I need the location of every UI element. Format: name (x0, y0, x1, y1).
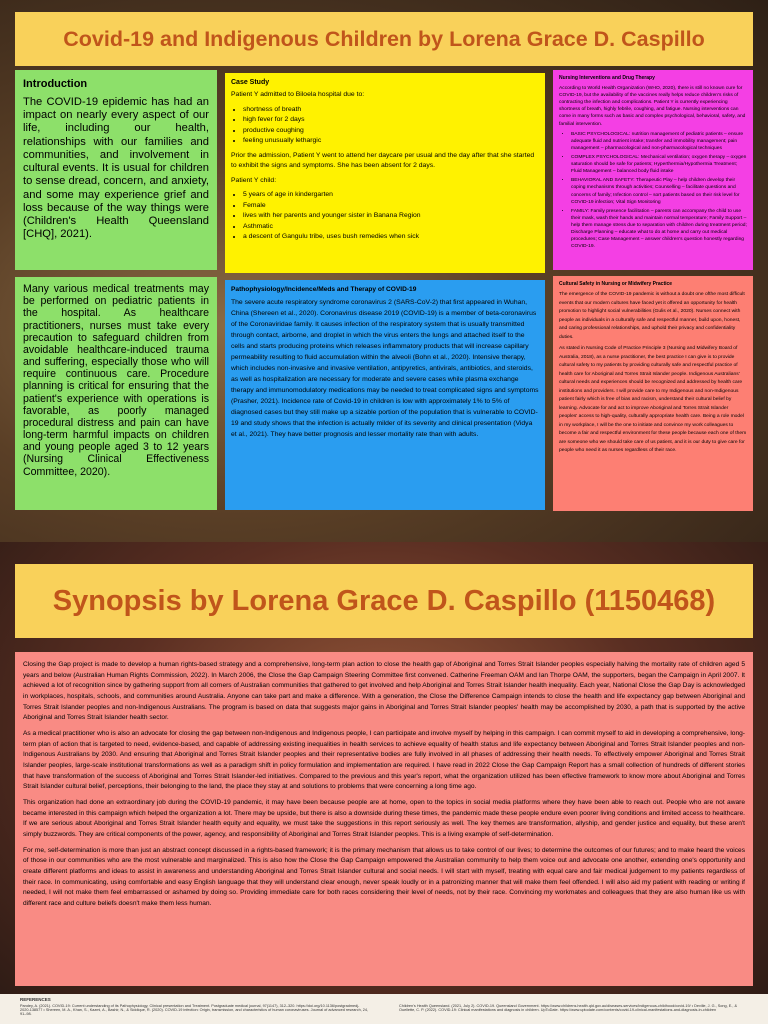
poster-title: Covid-19 and Indigenous Children by Lorena Grace D. Caspillo (15, 12, 753, 66)
references-right: Children's Health Queensland. (2021, July 2). COVID-19. Queensland Government. https://www.childrens.health.qld.gov.au/diseases-services/indigenous-childhood/covid-19/ • Deville, J. G., Song, E., & Ouellette, C. P. (2022). COVID-19: Clinical manifestations and diagnosis in children. UpToDate. https://www.uptodate.com/contents/covid-19-clinical-manifestations-and-diagnosis-in-children (399, 1004, 737, 1012)
list-item: • feeling unusually lethargic (243, 136, 539, 147)
nursing-intro-text: According to World Health Organization (WHO, 2020), there is still no known cure for COVID-19, but the availability of the vaccines really helps reduce children's risks of contracting the infection and complications. Patient Y is currently experiencing shortness of breath, highly febrile, coughing, and fatigue. Nursing interventions can come in many forms such as basic and complex psychological, behavioral, safety, and familial intervention. (559, 86, 746, 127)
list-item: • 5 years of age in kindergarten (243, 190, 539, 201)
case-study-box (225, 73, 545, 273)
symptom-list (231, 105, 539, 147)
nursing-list (559, 131, 747, 251)
synopsis-box (15, 652, 753, 986)
list-item: • shortness of breath (243, 105, 539, 116)
synopsis-paragraph: This organization had done an extraordinary job during the COVID-19 pandemic, it may have been because people are at home, open to the topics in social media platforms where they have been able to reach out. People who are not aware became interested in this campaign which helped the organization a lot. There may be upside, but there is also a downside during these times, the pandemic made these people endure even poorer living conditions and limited access to healthcare. If we are serious about Aboriginal and Torres Strait Islander health equity and equality, we must take the suggestions in this report seriously as well. The key themes are transformation, allyship, and gender justice and equality, but these aren't simply buzzwords. They are critical components of the power, agency, and responsibility of Aboriginal and Torres Strait Islander peoples. This is a living example of self-determination. (23, 799, 745, 839)
list-item: • productive coughing (243, 126, 539, 137)
safety-p2: As stated in Nursing Code of Practice Principle 3 (Nursing and Midwifery Board of Australia, 2018), as a nurse practitioner, the best practice I can give is to provide cultural safety to my patients by providing culturally safe and respectful practice of health care for Aboriginal and Torres Strait Islander people. Indigenous Australians' cultural needs and experiences should be recognized and addressed by health care institutions and providers. I will provide care to my Indigenous and non-Indigenous patient fairly which is free of bias and racism, understand their cultural belief by learning. Advocate for and act to improve Aboriginal and Torres Strait Islander peoples' access to high-quality, culturally appropriate health care. Being a role model in my workplace, I will be the one to initiate and convince my work colleagues to become a fair and respectful environment for these people because each one of them are someone who we should take care of us patient, and it is our duty to give care for people who need it as nurses regardless of their race. (559, 346, 747, 454)
synopsis-paragraph: For me, self-determination is more than just an abstract concept discussed in a rights-based framework; it is the primary mechanism that allows us to take control of our lives; to determine the outcomes of our futures; and to make heard the voices of those in our communities who are the most vulnerable and marginalized. This is also how the Close the Gap Campaign empowered the Australian community to help them voice out and advocate one another, extending one's opportunity and create different platforms and ideas to assist in awareness and understanding Aboriginal and Torres Strait Islander cultural and social needs. I will start with myself, treating with equal care and fair medical judgement to my patients regardless of their race. In communicating, using comfortable and easy English language that they will understand clear enough, never speak loudly or in a patronizing manner that will make them feel offended. I will also aid my patient with reading or writing if needed, I will not make them feel embarrassed or ashamed by doing so. Providing immediate care for both races considering their level of needs, not by their race. Convincing my workmates and colleagues that they are also human like us with different race and culture beliefs doesn't make them less human. (23, 846, 745, 908)
nursing-box (553, 70, 753, 270)
synopsis-title: Synopsis by Lorena Grace D. Caspillo (1150468) (15, 564, 753, 638)
nursing-heading: Nursing Interventions and Drug Therapy (559, 75, 655, 81)
list-item: • lives with her parents and younger sister in Banana Region (243, 211, 539, 222)
synopsis-paragraph: As a medical practitioner who is also an advocate for closing the gap between non-Indigenous and Indigenous people, I can participate and involve myself by helping in this campaign. I can commit myself to aid in developing a comprehensive, long-term plan of action that is targeted to need, evidence-based, and capable of addressing existing inequalities in health services to achieve equality of health status and life expectancy between Aboriginal and Torres Strait Islander peoples and non-Indigenous Australians by 2030. And ensuring that Aboriginal and Torres Strait Islander peoples and their representative bodies are fully involved in all phases of addressing their health needs. To effectively empower Aboriginal and Torres Strait Islander peoples, large-scale institutional transformations as well as a paradigm shift in policy formulation and implementation are required. I have read in 2022 Close the Gap Campaign Report has a small collection of hundreds of different stories that have transformation of the success of Aboriginal and Torres Strait Islander-led initiatives. Compared to the previous and this year's report, what the organization utilized has been effective framework to know more about Aboriginal and Torres Strait Islander cultural belief, perceptions, their belonging to the land, the place they stay at and solutions to problems that were concerning a long time ago. (23, 730, 745, 791)
intro-heading: Introduction (23, 78, 88, 90)
case-admit-text: Patient Y admitted to Biloela hospital due to: (231, 91, 365, 98)
case-prior-text: Prior the admission, Patient Y went to attend her daycare per usual and the day after that she started to exhibit the signs and symptoms. She has been absent for 2 days. (231, 151, 535, 170)
intro-box (15, 70, 217, 270)
pathophysiology-box (225, 280, 545, 510)
child-info-list (231, 190, 539, 243)
treatments-box (15, 277, 217, 510)
case-study-heading: Case Study (231, 79, 270, 86)
patho-heading: Pathophysiology/Incidence/Meds and Therapy of COVID-19 (231, 286, 417, 293)
list-item: • Female (243, 201, 539, 212)
safety-p1: The emergence of the COVID-19 pandemic is without a doubt one ofthe most difficult events that our modern cultures have faced yet it offered an opportunity for health promotion to highlight social vulnerabilities (Gulis et al., 2020). Nurses connect with people as individuals in a culturally safe and respectful manner, build upon, honest, and caring professional relationships, and uphold their privacy and confidentiality duties. (559, 292, 745, 340)
safety-heading: Cultural Safety in Nursing or Midwifery Practice (559, 281, 673, 287)
patho-text: The severe acute respiratory syndrome coronavirus 2 (SARS-CoV-2) that first appeared in Wuhan, China (Shereen et al., 2020). Coronavirus disease 2019 (COVID-19) is a member of beta-coronavirus of the Coronaviridae family. It causes infection of the respiratory system that is usually transmitted through contact, airborne, and droplet in which the virus enters the lungs and attached itself to the cells and starts producing proteins which releases inflammatory products that will increase capillary permeability resulting to fluid accumulation within the alveoli (Bohn et al., 2020). Intensive therapy, which includes non-invasive and invasive ventilation, antipyretics, antivirals, antibiotics, and steroids, as well as hospitalization are necessary for moderate and severe cases while plasma exchange therapy and immunomodulatory medications may be needed to treat complicated signs and symptoms (Prasher, 2021). Incidence rate of Covid-19 in children is low with approximately 1% to 5% of diagnosed cases but they still make up a sizable portion of the population that is vulnerable to COVID-19 and study shows that the infection is actually milder of its severity and clinical presentation (Vidya et al., 2021). They have better prognosis and lesser mortality rate than with adults. (231, 299, 539, 438)
list-item: • high fever for 2 days (243, 115, 539, 126)
references-section (0, 994, 768, 1024)
list-item: • BASIC PSYCHOLOGICAL: nutrition management of pediatric patients – ensure adequate fluid and nutrient intake; transfer and immobility management; pain management – pharmacological and non-pharmacological techniques (571, 131, 747, 152)
references-left: Pandey, A. (2021). COVID-19: Current understanding of its Pathophysiology, Clinical presentation and Treatment. Postgraduate medical journal, 97(1147), 312–320. https://doi.org/10.1136/postgradmedj-2020-138577 • Shereen, M. A., Khan, S., Kazmi, A., Bashir, N., & Siddique, R. (2020). COVID-19 infection: Origin, transmission, and characteristics of human coronaviruses. Journal of advanced research, 24, 91–98. (20, 1004, 369, 1016)
cultural-safety-box (553, 276, 753, 511)
list-item: • FAMILY: Family presence facilitation – parents can accompany the child to use their mask, wash their hands and maintain normal temperature; Family Support – help them manage stress due to separation with children during treatment period; Discharge Planning – educate what to do at home and carry out medical procedures; Case Management – answer children's question honestly regarding COVID-19. (571, 208, 747, 251)
list-item: • Asthmatic (243, 222, 539, 233)
intro-text: The COVID-19 epidemic has had an impact on nearly every aspect of our life, including our health, relationships with our families and communities, and involvement in cultural events. It is usual for children to sense dread, concern, and anxiety, and some may experience grief and loss because of the way things were (Children's Health Queensland [CHQ], 2021). (23, 96, 209, 241)
synopsis-paragraph: Closing the Gap project is made to develop a human rights-based strategy and a comprehensive, long-term plan action to close the health gap of Aboriginal and Torres Strait Islander peoples especially halving the mortality rate of children aged 5 years and below (Australian Human Rights Commission, 2022). In March 2006, the Close the Gap Campaign Steering Committee first convened. Catherine Freeman OAM and Ian Thorpe OAM, the supporters, began the Campaign in April 2007. It achieved a lot of recognition since by gathering support from all corners of Australian communities that gathered to get involved and help Aboriginal and Torres Strait Islander health inequality. Each year, National Close the Gap Day is acknowledged in workplaces, hospitals, schools, and communities around Australia. Anyone can take part and make a difference. With a generation, the Close the Difference Campaign intends to close the health and life expectancy gap between Aboriginal and Torres Strait Islander peoples and non-Indigenous Australians. The program is based on data that suggests major gains in Aboriginal and Torres Strait Islander peoples' health may be accomplished by 2030, a path that is supported by the active Aboriginal and Torres Strait Islander health sector. (23, 661, 745, 722)
list-item: • BEHAVIORAL AND SAFETY: Therapeutic Play – help children develop their coping mechanisms through activities; Counselling – facilitate questions and concerns of family; Infection control – sort patients based on their risk level for COVID-19 infection; Vital Sign Monitoring (571, 177, 747, 205)
references-heading: REFERENCES (20, 997, 51, 1002)
case-child-label: Patient Y child: (231, 176, 277, 184)
list-item: • a descent of Gangulu tribe, uses bush remedies when sick (243, 232, 539, 243)
list-item: • COMPLEX PSYCHOLOGICAL: Mechanical ventilation; oxygen therapy – oxygen saturation should be safe for patients; Hyperthermia/Hypothermia Treatment; Fluid Management – balanced body fluid intake (571, 154, 747, 175)
treatments-text: Many various medical treatments may be performed on pediatric patients in the hospital. As healthcare practitioners, nurses must take every precaution to safeguard children from avoidable healthcare-induced trauma and suffering, especially those who will require continuous care. Procedure planning is critical for ensuring that the patient's experience with operations is favorable, as poorly managed procedural distress and pain can have long-term harmful impacts on children and young people aged 3 to 12 years (Nursing Clinical Effectiveness Committee, 2020). (23, 283, 209, 478)
